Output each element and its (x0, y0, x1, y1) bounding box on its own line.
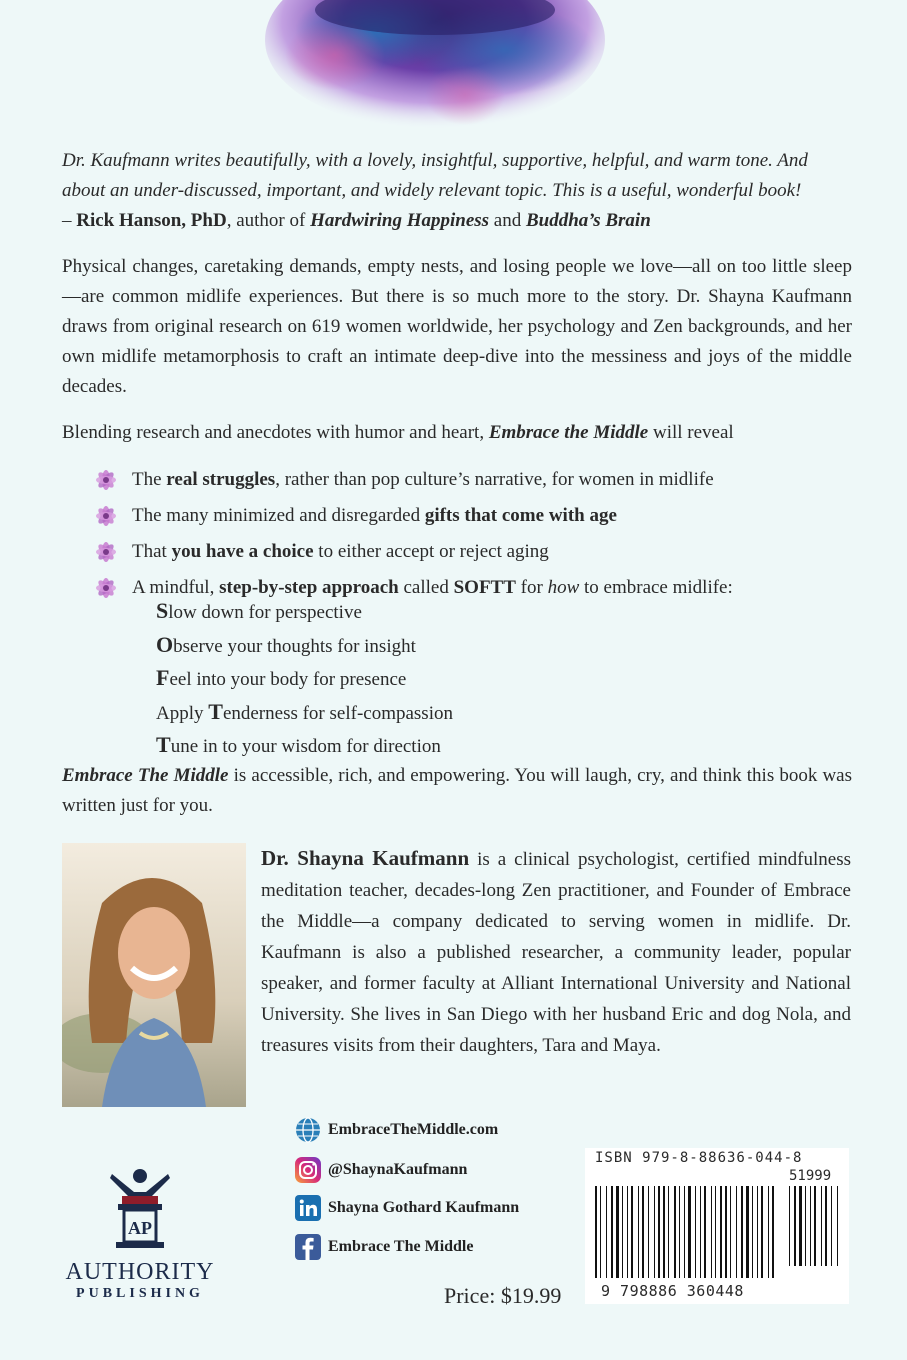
barcode-bar (638, 1186, 639, 1278)
publisher-monogram: AP (128, 1218, 152, 1238)
barcode-bar (684, 1186, 685, 1278)
barcode-bar (679, 1186, 680, 1278)
barcode-bar (730, 1186, 731, 1278)
quote-line-1: Dr. Kaufmann writes beautifully, with a lovely, insightful, supportive, helpful, and warm tone. And (62, 150, 808, 171)
barcode-bar (741, 1186, 743, 1278)
closing-book-title: Embrace The Middle (62, 765, 229, 786)
barcode-bar (663, 1186, 665, 1278)
barcode-bar (736, 1186, 737, 1278)
barcode-bar (746, 1186, 749, 1278)
linkedin-label: Shayna Gothard Kaufmann (328, 1199, 520, 1216)
barcode-bar (768, 1186, 769, 1278)
barcode-bar (631, 1186, 633, 1278)
quote-author: Rick Hanson, PhD (76, 210, 227, 231)
facebook-icon (294, 1233, 322, 1261)
instagram-link[interactable] (294, 1156, 467, 1184)
globe-icon (294, 1116, 322, 1144)
author-bio: Dr. Shayna Kaufmann is a clinical psychologist, certified mindfulness meditation teacher, decades-long Zen practitioner, and Founder of Embrace the Middle—a company dedicated to serving women in midlife. Dr. Kaufmann is also a published researcher, a community leader, popular speaker, and former faculty at Alliant International University and National University. She lives in San Diego with her husband Eric and dog Nola, and treasures visits from their daughters, Tara and Maya. (261, 846, 851, 1056)
book-title-2: Buddha’s Brain (525, 210, 651, 231)
closing-paragraph: Embrace The Middle is accessible, rich, and empowering. You will laugh, cry, and think this book was written just for you. (62, 765, 853, 816)
softt-step: Observe your thoughts for insight (156, 631, 416, 657)
facebook-link[interactable] (294, 1233, 473, 1261)
barcode-digits: 9 798886 360448 (601, 1282, 744, 1300)
barcode-bar (616, 1186, 619, 1278)
addon-bar (789, 1186, 790, 1266)
barcode-bars (595, 1186, 839, 1282)
barcode-bar (695, 1186, 696, 1278)
softt-step: Apply Tenderness for self-compassion (156, 698, 453, 724)
facebook-label: Embrace The Middle (328, 1238, 474, 1255)
barcode-bar (648, 1186, 649, 1278)
barcode-bar (688, 1186, 691, 1278)
author-name: Dr. Shayna Kaufmann (261, 846, 470, 870)
barcode-bar (642, 1186, 644, 1278)
intro-book-title: Embrace the Middle (488, 422, 649, 443)
barcode-bar (654, 1186, 655, 1278)
lotus-icon (90, 574, 122, 602)
barcode-bar (761, 1186, 763, 1278)
list-item: The real struggles, rather than pop culture’s narrative, for women in midlife (90, 462, 870, 498)
instagram-icon (294, 1156, 322, 1184)
addon-bar (805, 1186, 806, 1266)
softt-step: Feel into your body for presence (156, 665, 407, 690)
barcode-bar (752, 1186, 753, 1278)
addon-bar (814, 1186, 816, 1266)
barcode-bar (600, 1186, 601, 1278)
quote-line-2: about an under-discussed, important, and widely relevant topic. This is a useful, wonderful book! (62, 180, 802, 201)
addon-bar (794, 1186, 796, 1266)
publisher-name-line1: AUTHORITY (65, 1259, 215, 1285)
barcode-bar (606, 1186, 607, 1278)
book-title-1: Hardwiring Happiness (310, 210, 490, 231)
reveal-bullet-list (90, 462, 870, 606)
list-item: That you have a choice to either accept or reject aging (90, 534, 870, 570)
barcode-bar (622, 1186, 623, 1278)
quote-attribution: – Rick Hanson, PhD, author of Hardwiring Happiness and Buddha’s Brain (62, 210, 651, 231)
publisher-logo (50, 1166, 230, 1306)
barcode-bar (595, 1186, 597, 1278)
reveal-intro: Blending research and anecdotes with humor and heart, Embrace the Middle will reveal (62, 422, 734, 443)
linkedin-icon (294, 1194, 322, 1222)
barcode-bar (658, 1186, 660, 1278)
book-description: Physical changes, caretaking demands, empty nests, and losing people we love—all on too little sleep—are common midlife experiences. But there is so much more to the story. Dr. Shayna Kaufmann draws from original research on 619 women worldwide, her psychology and Zen backgrounds, and her own midlife metamorphosis to craft an intimate deep-dive into the messiness and joys of the middle decades. (62, 256, 852, 397)
barcode-bar (700, 1186, 701, 1278)
barcode-bar (772, 1186, 774, 1278)
website-label: EmbraceTheMiddle.com (328, 1121, 499, 1138)
lotus-icon (90, 538, 122, 566)
barcode-bar (674, 1186, 676, 1278)
addon-bar (810, 1186, 811, 1266)
barcode-bar (715, 1186, 716, 1278)
lotus-icon (90, 502, 122, 530)
price-addon-code: 51999 (789, 1168, 832, 1184)
linkedin-link[interactable] (294, 1194, 519, 1222)
publisher-name-line2: PUBLISHING (76, 1286, 204, 1301)
author-photo (62, 843, 246, 1107)
barcode-bar (711, 1186, 712, 1278)
list-item: A mindful, step-by-step approach called SOFTT for how to embrace midlife: (90, 570, 870, 606)
endorsement-quote (62, 146, 862, 236)
softt-step: Tune in to your wisdom for direction (156, 732, 441, 757)
addon-bar (825, 1186, 827, 1266)
addon-bar (837, 1186, 838, 1266)
watercolor-splash-image (255, 0, 615, 140)
isbn-number: ISBN 979-8-88636-044-8 (595, 1150, 803, 1166)
lotus-icon (90, 466, 122, 494)
barcode-bar (627, 1186, 628, 1278)
softt-step: Slow down for perspective (156, 598, 362, 623)
barcode-bar (611, 1186, 613, 1278)
barcode-bar (720, 1186, 722, 1278)
barcode-bar (725, 1186, 727, 1278)
website-link[interactable] (294, 1116, 498, 1144)
isbn-barcode (585, 1148, 849, 1304)
addon-bar (821, 1186, 822, 1266)
softt-steps (156, 595, 453, 763)
barcode-bar (757, 1186, 758, 1278)
list-item: The many minimized and disregarded gifts that come with age (90, 498, 870, 534)
barcode-bar (668, 1186, 669, 1278)
instagram-label: @ShaynaKaufmann (328, 1161, 468, 1178)
addon-bar (831, 1186, 832, 1266)
price-label: Price: $19.99 (444, 1283, 562, 1308)
barcode-bar (704, 1186, 706, 1278)
addon-bar (799, 1186, 802, 1266)
publisher-emblem-icon (100, 1166, 180, 1254)
